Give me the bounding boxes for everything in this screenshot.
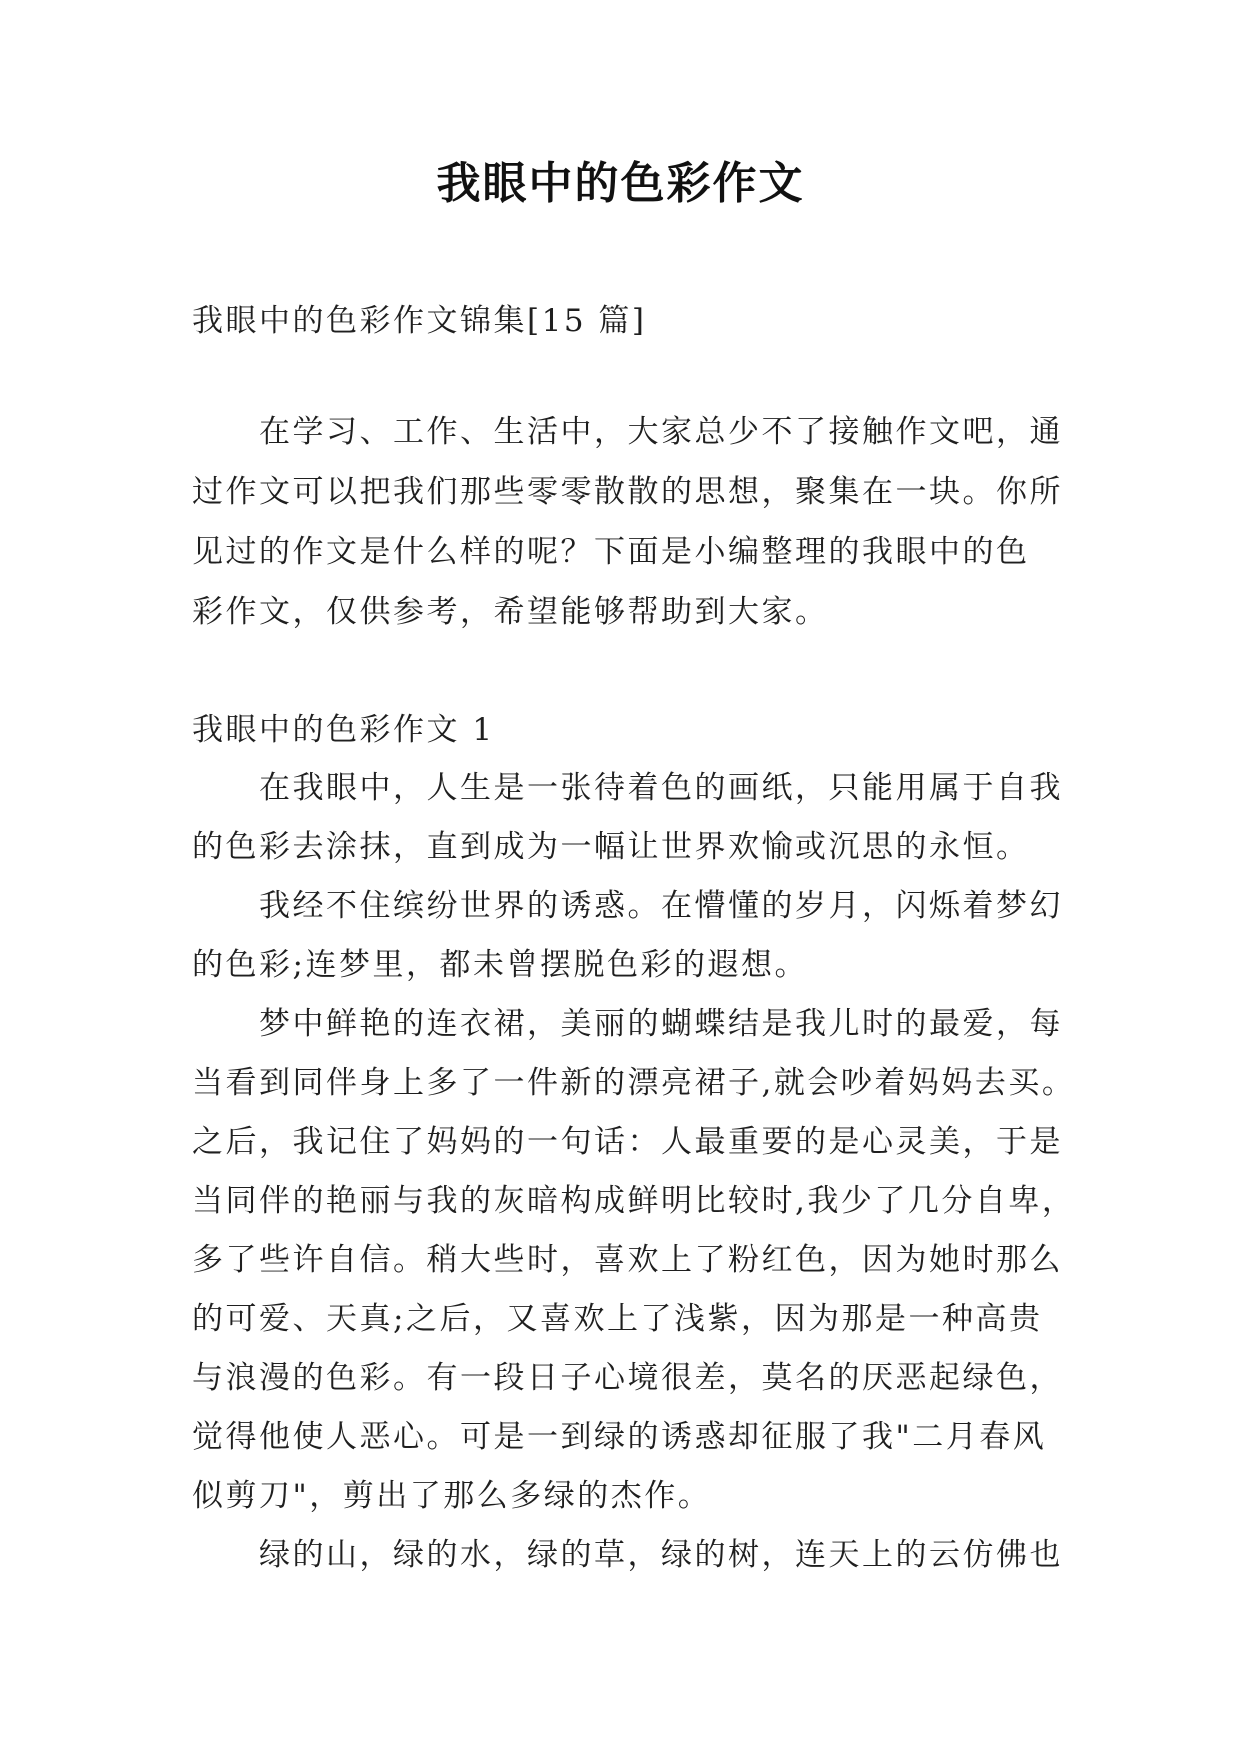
- text-line: 的可爱、天真;之后，又喜欢上了浅紫，因为那是一种高贵: [192, 1301, 1043, 1337]
- text-line: 见过的作文是什么样的呢？下面是小编整理的我眼中的色: [192, 534, 1030, 570]
- text-line: 当看到同伴身上多了一件新的漂亮裙子,就会吵着妈妈去买。: [192, 1065, 1076, 1101]
- text-line: 多了些许自信。稍大些时，喜欢上了粉红色，因为她时那么: [192, 1242, 1063, 1278]
- text-line: 彩作文，仅供参考，希望能够帮助到大家。: [192, 594, 829, 630]
- text-line: 过作文可以把我们那些零零散散的思想，聚集在一块。你所: [192, 474, 1063, 510]
- text-line: 之后，我记住了妈妈的一句话：人最重要的是心灵美，于是: [192, 1124, 1063, 1160]
- document-title: 我眼中的色彩作文: [436, 158, 805, 209]
- text-line: 当同伴的艳丽与我的灰暗构成鲜明比较时,我少了几分自卑，: [192, 1183, 1076, 1219]
- text-line: 在学习、工作、生活中，大家总少不了接触作文吧，通: [259, 414, 1063, 450]
- text-line: 的色彩;连梦里，都未曾摆脱色彩的遐想。: [192, 947, 808, 983]
- text-line: 绿的山，绿的水，绿的草，绿的树，连天上的云仿佛也: [259, 1537, 1063, 1573]
- text-line: 与浪漫的色彩。有一段日子心境很差，莫名的厌恶起绿色，: [192, 1360, 1063, 1396]
- text-line: 我经不住缤纷世界的诱惑。在懵懂的岁月，闪烁着梦幻: [259, 888, 1063, 924]
- text-line: 的色彩去涂抹，直到成为一幅让世界欢愉或沉思的永恒。: [192, 829, 1030, 865]
- text-line: 在我眼中，人生是一张待着色的画纸，只能用属于自我: [259, 770, 1063, 806]
- text-line: 觉得他使人恶心。可是一到绿的诱惑却征服了我"二月春风: [192, 1419, 1047, 1455]
- document-subtitle: 我眼中的色彩作文锦集[15 篇]: [192, 303, 647, 339]
- section-heading: 我眼中的色彩作文 1: [192, 712, 495, 748]
- text-line: 似剪刀"，剪出了那么多绿的杰作。: [192, 1478, 712, 1514]
- text-line: 梦中鲜艳的连衣裙，美丽的蝴蝶结是我儿时的最爱，每: [259, 1006, 1063, 1042]
